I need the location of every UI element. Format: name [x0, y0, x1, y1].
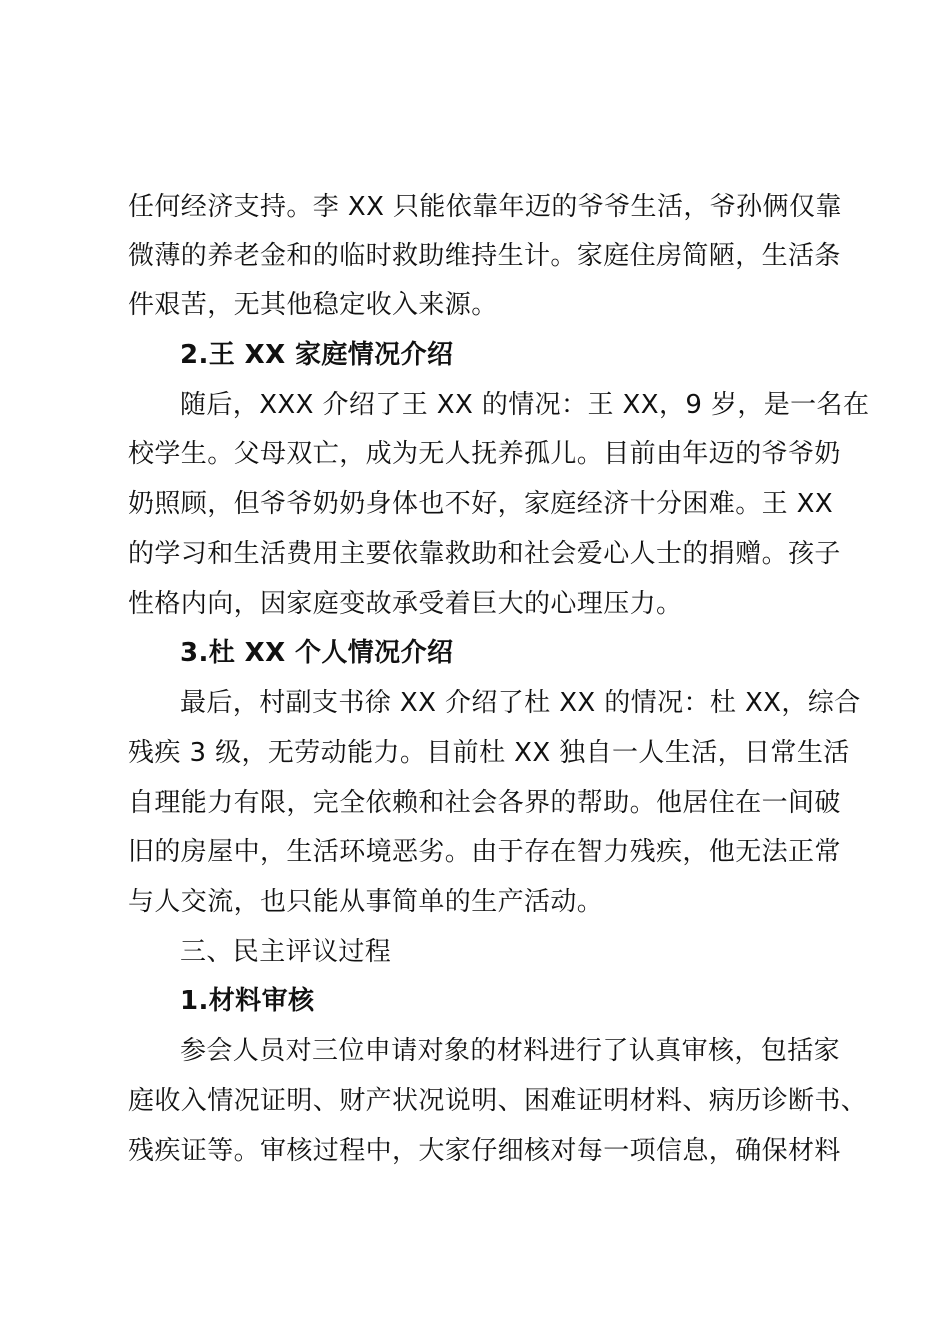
- paragraph-line: 任何经济支持。李 XX 只能依靠年迈的爷爷生活，爷孙俩仅靠: [128, 192, 842, 222]
- section-heading-du: 3.杜 XX 个人情况介绍: [180, 638, 454, 668]
- paragraph-line: 参会人员对三位申请对象的材料进行了认真审核，包括家: [180, 1036, 841, 1066]
- paragraph-line: 残疾证等。审核过程中，大家仔细核对每一项信息，确保材料: [128, 1136, 841, 1166]
- paragraph-line: 随后，XXX 介绍了王 XX 的情况：王 XX，9 岁，是一名在: [180, 390, 870, 420]
- section-heading-wang: 2.王 XX 家庭情况介绍: [180, 340, 454, 370]
- paragraph-line: 庭收入情况证明、财产状况说明、困难证明材料、病历诊断书、: [128, 1086, 868, 1116]
- paragraph-line: 的学习和生活费用主要依靠救助和社会爱心人士的捐赠。孩子: [128, 539, 841, 569]
- paragraph-line: 微薄的养老金和的临时救助维持生计。家庭住房简陋，生活条: [128, 241, 841, 271]
- paragraph-line: 性格内向，因家庭变故承受着巨大的心理压力。: [128, 589, 683, 619]
- paragraph-line: 旧的房屋中，生活环境恶劣。由于存在智力残疾，他无法正常: [128, 837, 841, 867]
- paragraph-line: 残疾 3 级，无劳动能力。目前杜 XX 独自一人生活，日常生活: [128, 738, 850, 768]
- paragraph-line: 校学生。父母双亡，成为无人抚养孤儿。目前由年迈的爷爷奶: [128, 439, 841, 469]
- paragraph-line: 与人交流，也只能从事简单的生产活动。: [128, 887, 604, 917]
- subsection-heading-review: 1.材料审核: [180, 986, 315, 1016]
- paragraph-line: 件艰苦，无其他稳定收入来源。: [128, 290, 498, 320]
- section-title-three: 三、民主评议过程: [180, 937, 392, 967]
- paragraph-line: 最后，村副支书徐 XX 介绍了杜 XX 的情况：杜 XX，综合: [180, 688, 861, 718]
- paragraph-line: 自理能力有限，完全依赖和社会各界的帮助。他居住在一间破: [128, 788, 841, 818]
- paragraph-line: 奶照顾，但爷爷奶奶身体也不好，家庭经济十分困难。王 XX: [128, 489, 834, 519]
